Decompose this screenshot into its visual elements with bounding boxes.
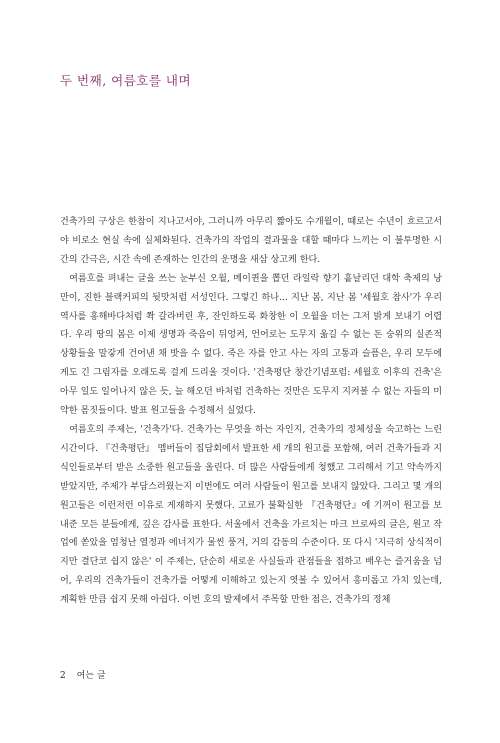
body-text [60,213,442,610]
paragraph-3: 여름호의 주제는, '건축가'다. 건축가는 무엇을 하는 자인지, 건축가의 정체성을 숙고하는 느린 시간이다. 『건축평단』 멤버들이 집담회에서 발표한 세 개의 원고를 포함해, 여러 건축가들과 지식인들로부터 받은 소중한 원고들을 올린다. 더 많은 사람들에게 청했고 그리해서 기고 약속까지 받았지만, 주제가 부담스러웠는지 이번에도 여러 사람들이 원고를 보내지 않았다. 그리고 몇 개의 원고들은 이런저런 이유로 게재하지 못했다. 고료가 불확실한 『건축평단』에 기꺼이 원고를 보내준 모든 분들에게, 깊은 감사를 표한다. 서울에서 건축을 가르치는 마크 브로싸의 글은, 원고 작업에 쏟았을 엄청난 열정과 에너지가 물씬 풍겨, 거의 감동의 수준이다. 또 다시 '지극히 상식적이지만 결단코 쉽지 않은' 이 주제는, 단순히 새로운 사실들과 관점들을 접하고 배우는 즐거움을 넘어, 우리의 건축가들이 건축가를 어떻게 이해하고 있는지 엿볼 수 있어서 흥미롭고 가치 있는데, 계획한 만큼 쉽지 못해 아쉽다. 이번 호의 발제에서 주목할 만한 점은, 건축가의 정체 [60,424,442,606]
page-number: 2 [60,671,66,681]
paragraph-1: 건축가의 구상은 한참이 지나고서야, 그러니까 아무리 짧아도 수개월이, 때로는 수년이 흐르고서야 비로소 현실 속에 실체화된다. 건축가의 작업의 결과물을 대할 때마다 느끼는 이 불투명한 시간의 간극은, 시간 속에 존재하는 인간의 운명을 새삼 상고케 한다. [60,217,442,265]
page-footer [60,668,106,681]
chapter-title: 두 번째, 여름호를 내며 [60,73,192,88]
paragraph-2: 여름호를 펴내는 글을 쓰는 눈부신 오월, 메이퀸을 뽑던 라일락 향기 흩날리던 대학 축제의 낭만이, 진한 블랙커피의 뒷맛처럼 서성인다. 그렇긴 하나... 지난 봄, 지난 봄 '세월호 참사'가 우리 역사를 홍해바다처럼 쫙 갈라버린 후, 잔인하도록 화창한 이 오월을 더는 그저 밝게 보내기 어렵다. 우리 땅의 봄은 이제 생명과 죽음이 뒤엉켜, 언어로는 도무지 옮길 수 없는 돈 숭위의 실존적 상황들을 말갛게 건어낸 채 밧을 수 없다. 죽은 자를 안고 사는 자의 고통과 슬픔은, 우리 모두에게도 긴 그림자를 오래도록 걸게 드리울 것이다. '건축평단 창간기념포럼: 세월호 이후의 건축'은 아무 일도 일어나지 않은 듯, 늘 해오던 바처럼 건축하는 것만은 도무지 지켜볼 수 없는 자들의 미약한 몸짓들이다. 발표 원고들을 수정해서 실었다. [60,273,442,417]
section-label: 여는 글 [76,671,106,681]
